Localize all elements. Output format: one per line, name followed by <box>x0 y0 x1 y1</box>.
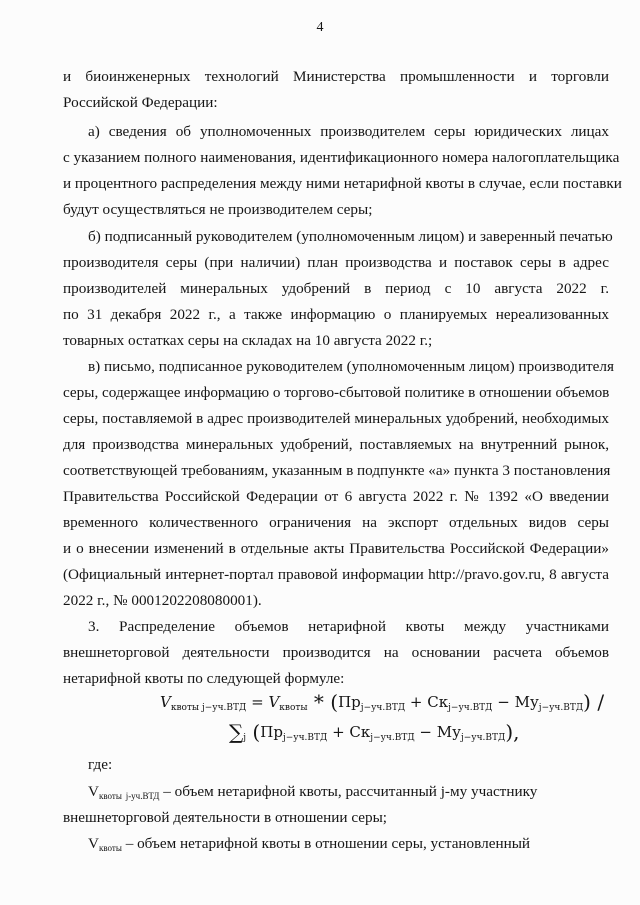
text-line: и процентного распределения между ними нетарифной квоты в случае, если поставки <box>63 175 622 192</box>
formula-sub: j−уч.ВТД <box>538 703 584 713</box>
formula-close: ), <box>505 720 520 744</box>
formula-v: V <box>160 693 171 711</box>
formula-mul: * ( <box>307 690 339 714</box>
text-line: Российской Федерации: <box>63 94 218 111</box>
formula-close-div: ) / <box>583 690 605 714</box>
text-line: внешнеторговой деятельности производится на основании расчета объемов <box>63 644 609 661</box>
formula-sub: квоты j−уч.ВТД <box>170 703 247 713</box>
text-line: с указанием полного наименования, идентификационного номера налогоплательщика <box>63 149 620 166</box>
def-dash: – <box>159 783 175 800</box>
text-line: товарных остатках серы на складах на 10 августа 2022 г.; <box>63 332 433 349</box>
text-line: б) подписанный руководителем (уполномоченным лицом) и заверенный печатью <box>88 228 613 245</box>
text-line: соответствующей требованиям, указанным в подпункте «а» пункта 3 постановления <box>63 462 611 479</box>
text-line: будут осуществляться не производителем серы; <box>63 201 373 218</box>
def-v: V <box>88 835 99 852</box>
formula-minus: − <box>492 693 515 711</box>
formula-sub: j−уч.ВТД <box>370 733 415 743</box>
text-line: а) сведения об уполномоченных производителем серы юридических лицах <box>88 123 609 140</box>
def-sub: квоты <box>98 791 122 801</box>
formula-sub: j−уч.ВТД <box>360 703 406 713</box>
def-sub: j-уч.ВТД <box>125 791 160 801</box>
formula-line-2 <box>229 722 520 748</box>
def-v: V <box>88 783 99 800</box>
formula-sub: квоты <box>279 703 308 713</box>
formula-plus: + <box>405 693 428 711</box>
page-number: 4 <box>316 20 324 35</box>
definition-line <box>88 834 609 858</box>
text-line: в) письмо, подписанное руководителем (уполномоченным лицом) производителя <box>88 358 614 375</box>
text-line: и биоинженерных технологий Министерства промышленности и торговли <box>63 68 609 85</box>
text-line: нетарифной квоты по следующей формуле: <box>63 670 345 687</box>
text-line: где: <box>88 756 113 773</box>
text-line: внешнеторговой деятельности в отношении серы; <box>63 809 388 826</box>
def-text: объем нетарифной квоты в отношении серы, установленный <box>137 835 531 852</box>
def-dash: – <box>121 835 138 852</box>
formula-plus: + <box>327 723 350 741</box>
formula-sum-index: j <box>243 733 247 743</box>
formula-sub: j−уч.ВТД <box>448 703 493 713</box>
text-line: для производства минеральных удобрений, поставляемых на внутренний рынок, <box>63 436 609 453</box>
formula-sub: j−уч.ВТД <box>460 733 506 743</box>
text-line: временного количественного ограничения на экспорт отдельных видов серы <box>63 514 609 531</box>
text-line: 2022 г., № 0001202208080001). <box>63 592 262 609</box>
formula-eq: = <box>246 693 269 711</box>
formula-open: ( <box>246 720 261 744</box>
text-line: производителя серы (при наличии) план производства и поставок серы в адрес <box>63 254 609 271</box>
formula-minus: − <box>414 723 437 741</box>
formula-pr: Пр <box>338 693 361 711</box>
formula-v: V <box>268 693 280 711</box>
def-text: объем нетарифной квоты, рассчитанный j-му участнику <box>174 783 538 800</box>
definition-line <box>88 782 609 806</box>
text-line: серы, поставляемой в адрес производителей минеральных удобрений, необходимых <box>63 410 609 427</box>
text-line: и о внесении изменений в отдельные акты Правительства Российской Федерации» <box>63 540 609 557</box>
def-sub: квоты <box>98 843 122 853</box>
formula-sk: Ск <box>349 723 371 741</box>
formula-line-1 <box>160 692 604 718</box>
formula-sk: Ск <box>427 693 449 711</box>
formula-mu: Му <box>514 693 539 711</box>
formula-pr: Пр <box>260 723 283 741</box>
text-line: серы, содержащее информацию о торгово-сбытовой политике в отношении объемов <box>63 384 610 401</box>
text-line: Правительства Российской Федерации от 6 августа 2022 г. № 1392 «О введении <box>63 488 609 505</box>
text-line: 3. Распределение объемов нетарифной квоты между участниками <box>88 618 609 635</box>
text-line: по 31 декабря 2022 г., а также информацию о планируемых нереализованных <box>63 306 609 323</box>
text-line: (Официальный интернет-портал правовой информации http://pravo.gov.ru, 8 августа <box>63 566 609 583</box>
text-line: производителей минеральных удобрений в период с 10 августа 2022 г. <box>63 280 609 297</box>
formula-mu: Му <box>436 723 461 741</box>
formula-sum: ∑ <box>229 720 244 744</box>
formula-sub: j−уч.ВТД <box>282 733 328 743</box>
